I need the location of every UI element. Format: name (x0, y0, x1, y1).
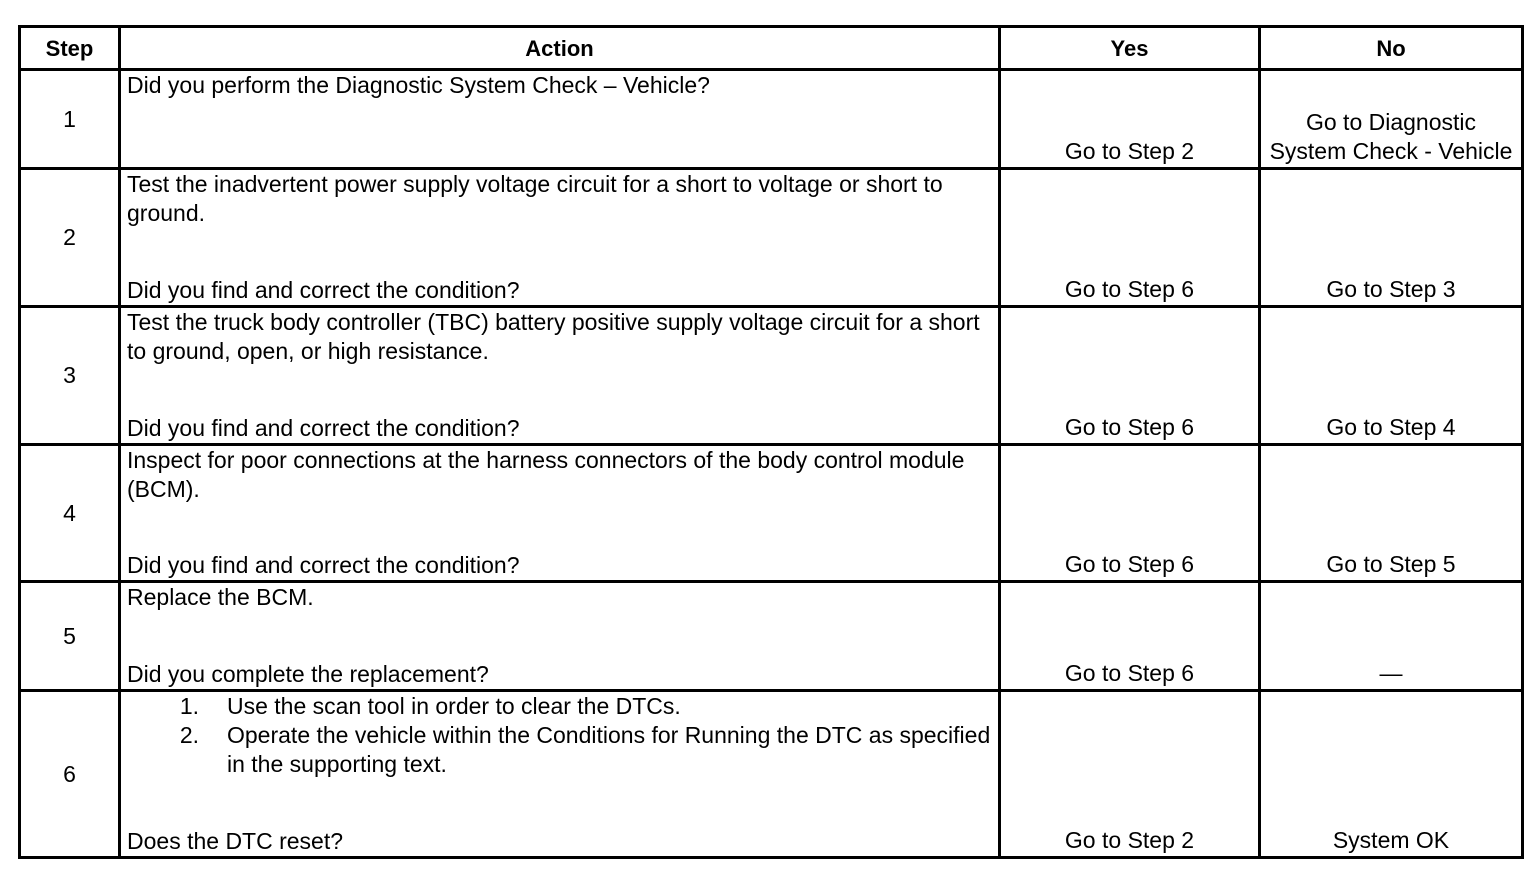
action-cell (120, 307, 1000, 445)
step-number: 6 (20, 691, 120, 858)
header-step: Step (20, 27, 120, 70)
no-cell (1260, 307, 1523, 445)
step-number: 1 (20, 70, 120, 169)
substep-text: Use the scan tool in order to clear the DTCs. (227, 693, 681, 719)
action-instruction: Inspect for poor connections at the harness connectors of the body control module (BCM). (127, 447, 965, 502)
no-cell (1260, 169, 1523, 307)
yes-result: Go to Step 6 (1064, 276, 1195, 302)
yes-cell (1000, 169, 1260, 307)
yes-result: Go to Step 2 (1064, 138, 1195, 164)
action-cell (120, 445, 1000, 582)
no-result: System OK (1332, 827, 1450, 853)
table-row (20, 307, 1523, 445)
header-action: Action (120, 27, 1000, 70)
table-row (20, 582, 1523, 691)
step-number: 2 (20, 169, 120, 307)
table-row (20, 445, 1523, 582)
action-question: Did you find and correct the condition? (127, 552, 520, 578)
no-result: Go to Step 5 (1326, 551, 1456, 577)
no-cell (1260, 691, 1523, 858)
table-row (20, 70, 1523, 169)
action-question: Did you complete the replacement? (127, 661, 489, 687)
table-row (20, 691, 1523, 858)
yes-result: Go to Step 2 (1064, 827, 1195, 853)
action-question: Does the DTC reset? (127, 828, 344, 854)
yes-cell (1000, 307, 1260, 445)
no-result: Go to Step 4 (1326, 414, 1456, 440)
substep-list (127, 692, 992, 779)
no-result: Go to Diagnostic System Check - Vehicle (1269, 109, 1513, 164)
yes-cell (1000, 582, 1260, 691)
yes-cell (1000, 70, 1260, 169)
step-number: 5 (20, 582, 120, 691)
substep-item (127, 692, 992, 721)
action-cell (120, 70, 1000, 169)
action-question: Did you find and correct the condition? (127, 415, 520, 441)
yes-cell (1000, 445, 1260, 582)
substep-text: Operate the vehicle within the Conditions for Running the DTC as specified in the supporting text. (227, 722, 991, 777)
no-result: — (1379, 660, 1403, 686)
substep-number: 2. (179, 722, 199, 748)
action-instruction: Did you perform the Diagnostic System Check – Vehicle? (127, 72, 710, 98)
table-row (20, 169, 1523, 307)
action-cell (120, 691, 1000, 858)
action-question: Did you find and correct the condition? (127, 277, 520, 303)
step-number: 3 (20, 307, 120, 445)
header-no: No (1260, 27, 1523, 70)
action-cell (120, 582, 1000, 691)
yes-result: Go to Step 6 (1064, 551, 1195, 577)
action-instruction: Test the truck body controller (TBC) battery positive supply voltage circuit for a short to ground, open, or high resistance. (127, 309, 980, 364)
action-cell (120, 169, 1000, 307)
yes-cell (1000, 691, 1260, 858)
action-instruction: Test the inadvertent power supply voltage circuit for a short to voltage or short to ground. (127, 171, 943, 226)
substep-item (127, 721, 992, 779)
yes-result: Go to Step 6 (1064, 660, 1195, 686)
no-result: Go to Step 3 (1326, 276, 1456, 302)
no-cell (1260, 445, 1523, 582)
header-row (20, 27, 1523, 70)
diagnostic-table (18, 25, 1524, 859)
header-yes: Yes (1000, 27, 1260, 70)
no-cell (1260, 582, 1523, 691)
yes-result: Go to Step 6 (1064, 414, 1195, 440)
step-number: 4 (20, 445, 120, 582)
action-instruction: Replace the BCM. (127, 584, 314, 610)
no-cell (1260, 70, 1523, 169)
substep-number: 1. (179, 693, 199, 719)
